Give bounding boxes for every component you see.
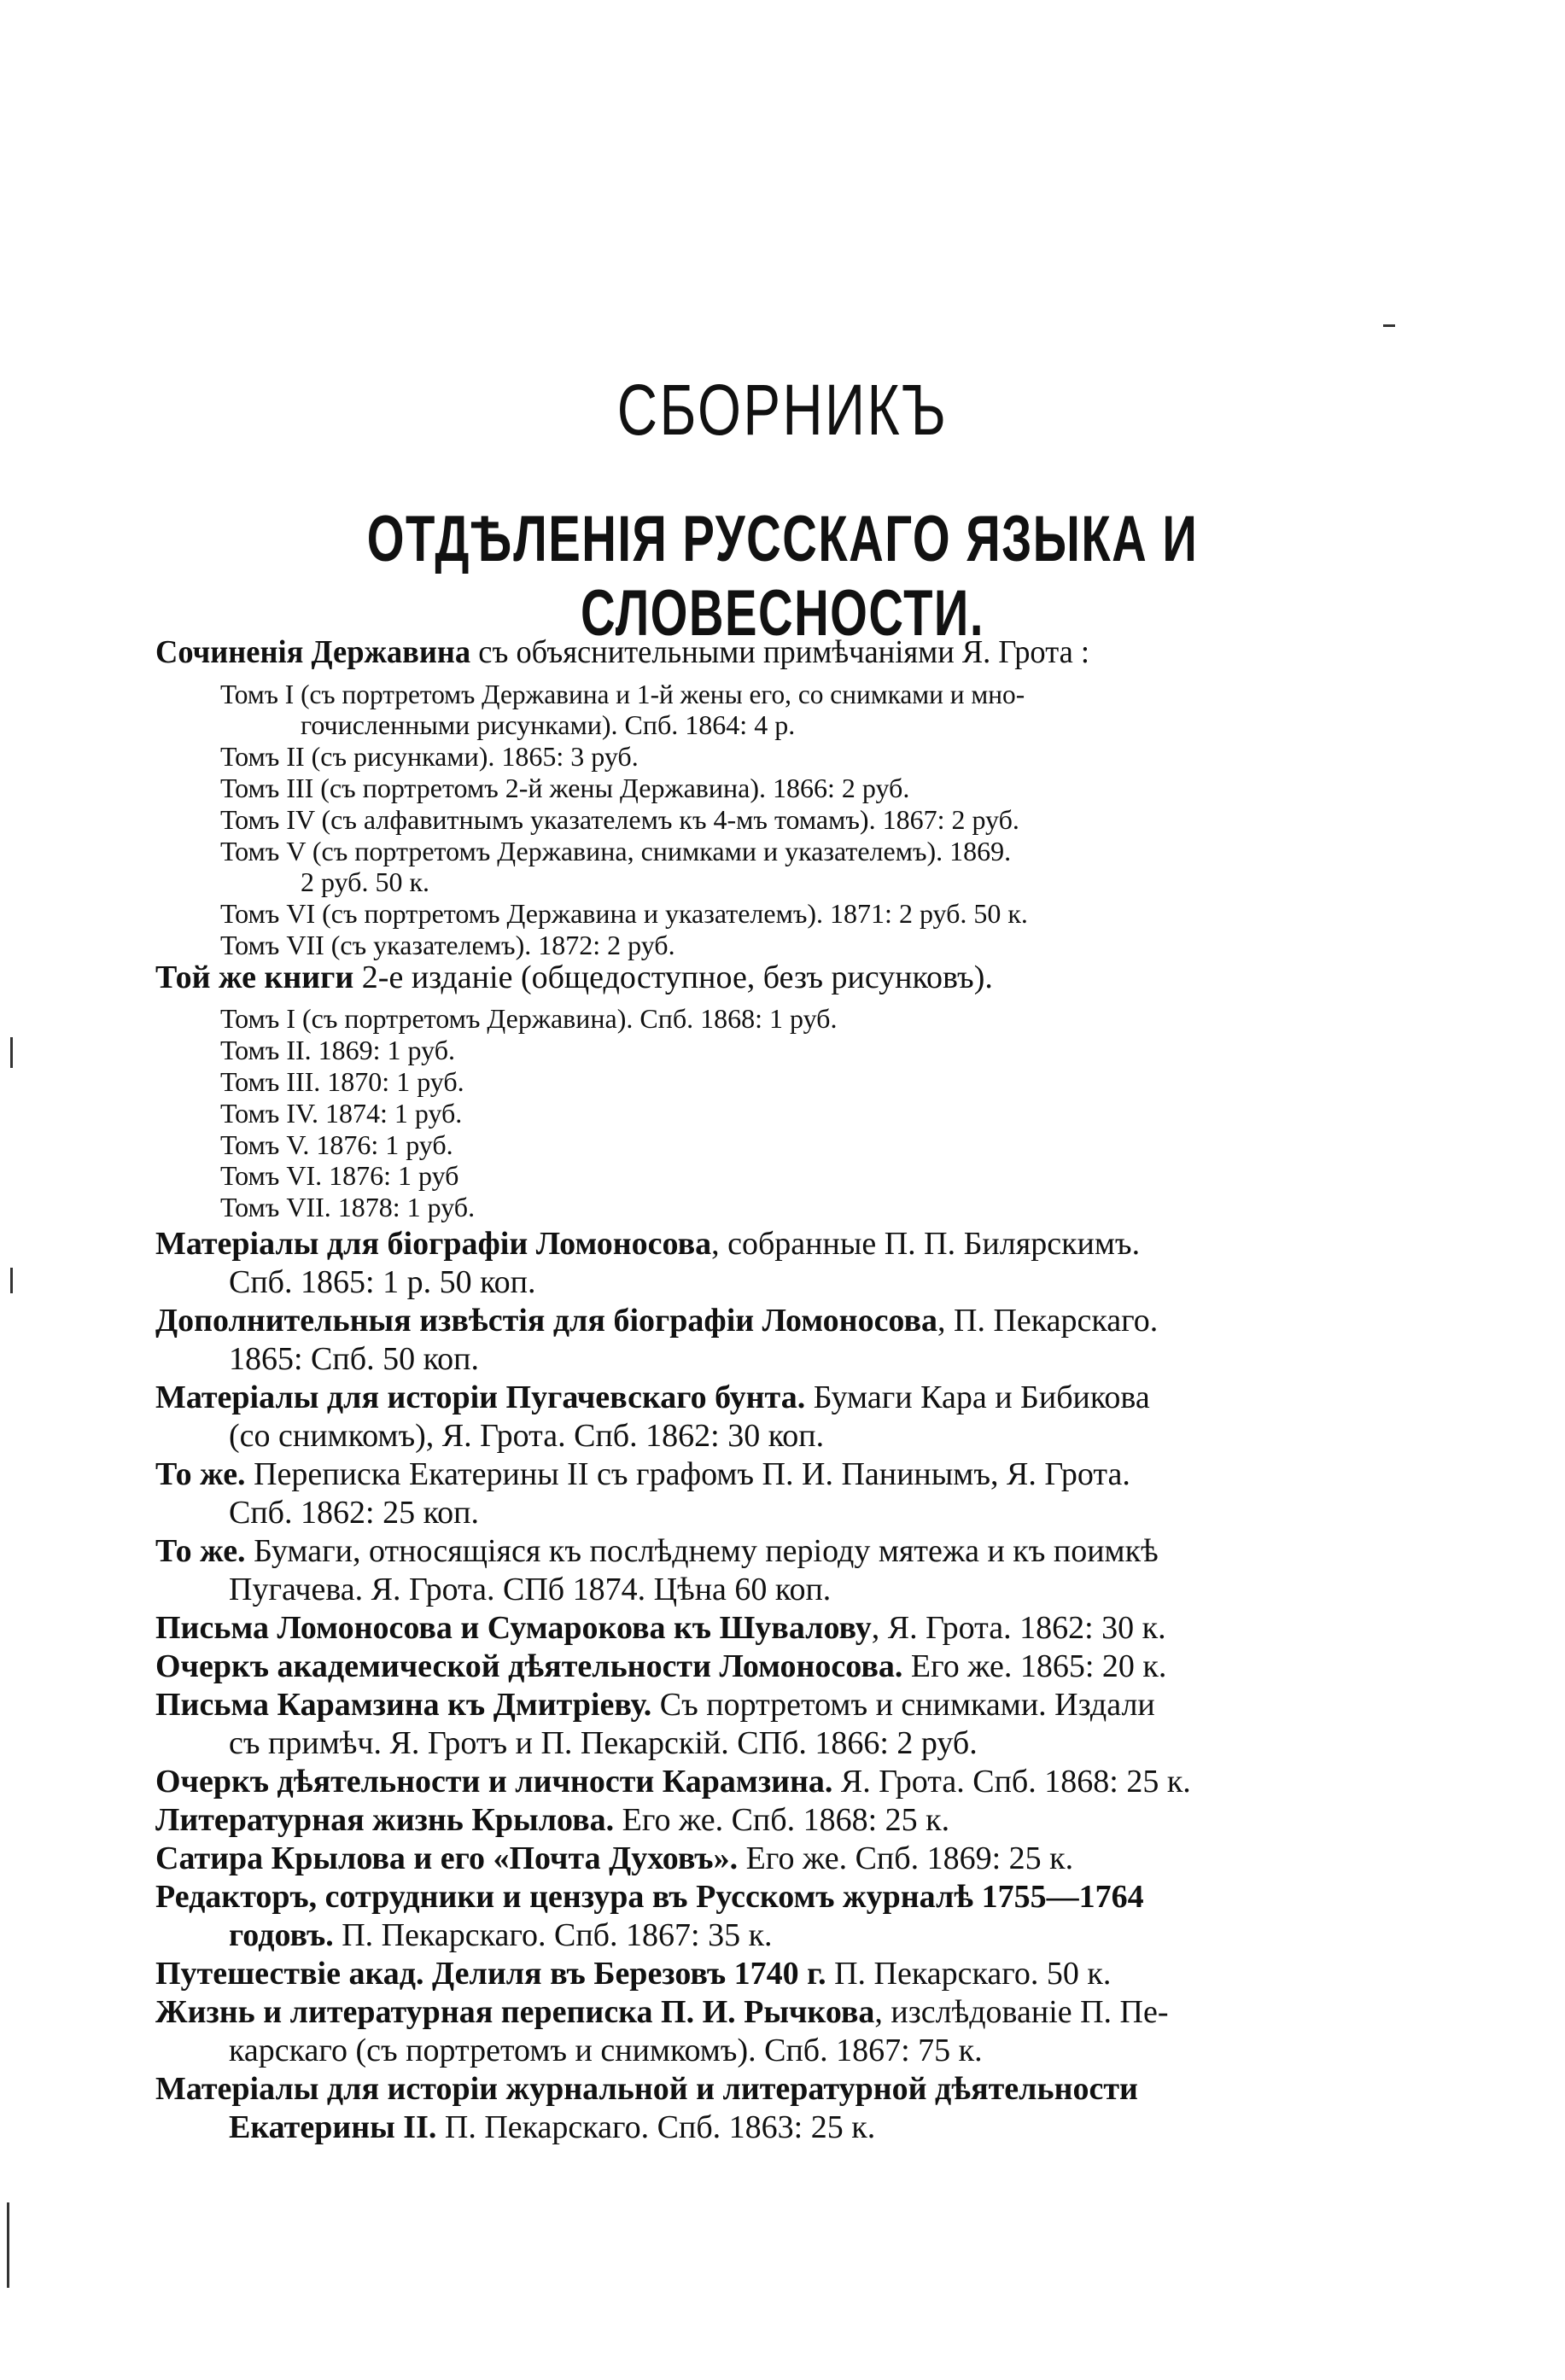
entry-rychkov xyxy=(155,1995,1169,2029)
entry-letters-lomonosov xyxy=(155,1611,1166,1645)
volume-line: Томъ V (съ портретомъ Державина, снимками и указателемъ). 1869. xyxy=(220,836,1012,866)
entry-krylov-satire xyxy=(155,1841,1073,1875)
entry-text: Бумаги, относящіяся къ послѣднему періоду мятежа и къ поимкѣ xyxy=(245,1533,1159,1569)
volume-line: гочисленными рисунками). Спб. 1864: 4 р. xyxy=(301,709,796,740)
entry-continuation: Пугачева. Я. Грота. СПб 1874. Цѣна 60 коп. xyxy=(229,1572,832,1607)
entry-title: Матеріалы для біографіи Ломоносова xyxy=(155,1226,712,1262)
volume-line: Томъ VII. 1878: 1 руб. xyxy=(220,1192,476,1222)
entry-title: Очеркъ академической дѣятельности Ломоносова. xyxy=(155,1648,903,1684)
entry-continuation xyxy=(229,2110,875,2144)
entry-title: Дополнительныя извѣстія для біографіи Ломоносова xyxy=(155,1303,938,1339)
entry-text: , П. Пекарскаго. xyxy=(937,1303,1159,1339)
entry-title: Письма Ломоносова и Сумарокова къ Шувалову xyxy=(155,1610,872,1646)
entry-title: То же. xyxy=(155,1533,246,1569)
scan-mark xyxy=(1383,324,1395,327)
entry-title-end: годовъ. xyxy=(229,1917,334,1953)
scan-mark xyxy=(10,1037,13,1068)
entry-same-1 xyxy=(155,1457,1130,1491)
volume-line: Томъ IV. 1874: 1 руб. xyxy=(220,1098,463,1129)
entry-text: Его же. Спб. 1869: 25 к. xyxy=(738,1840,1074,1876)
entry-continuation: Спб. 1862: 25 коп. xyxy=(229,1495,479,1531)
entry-continuation: съ примѣч. Я. Гротъ и П. Пекарскій. СПб. 1866: 2 руб. xyxy=(229,1725,978,1761)
entry-derzhavin xyxy=(155,635,1089,669)
entry-continuation: 1865: Спб. 50 коп. xyxy=(229,1341,479,1377)
entry-continuation: Спб. 1865: 1 р. 50 коп. xyxy=(229,1264,536,1300)
entry-title-end: Екатерины II. xyxy=(229,2109,437,2145)
entry-title: Той же книги xyxy=(155,960,354,995)
entry-karamzin-essay xyxy=(155,1765,1191,1799)
entry-text: Бумаги Кара и Бибикова xyxy=(805,1380,1150,1415)
entry-continuation: (со снимкомъ), Я. Грота. Спб. 1862: 30 коп. xyxy=(229,1418,825,1454)
entry-krylov-life xyxy=(155,1803,949,1837)
entry-text: съ объяснительными примѣчаніями Я. Грота : xyxy=(470,634,1090,670)
entry-text: Переписка Екатерины II съ графомъ П. И. Панинымъ, Я. Грота. xyxy=(245,1456,1130,1492)
entry-text: , собранные П. П. Билярскимъ. xyxy=(711,1226,1141,1262)
volume-line: Томъ VI (съ портретомъ Державина и указателемъ). 1871: 2 руб. 50 к. xyxy=(220,898,1028,929)
entry-academic xyxy=(155,1649,1166,1683)
scan-mark xyxy=(7,2202,9,2288)
entry-title: Путешествіе акад. Делиля въ Березовъ 1740 г. xyxy=(155,1956,826,1992)
entry-editor: Редакторъ, сотрудники и цензура въ Русскомъ журналѣ 1755—1764 xyxy=(155,1879,1144,1915)
entry-title: Жизнь и литературная переписка П. И. Рычкова xyxy=(155,1994,875,2030)
entry-continuation: карскаго (съ портретомъ и снимкомъ). Спб. 1867: 75 к. xyxy=(229,2033,983,2068)
volume-line: Томъ II (съ рисунками). 1865: 3 руб. xyxy=(220,741,639,772)
entry-text: , изслѣдованіе П. Пе- xyxy=(874,1994,1169,2030)
entry-title: Сочиненія Державина xyxy=(155,634,471,670)
entry-text: , Я. Грота. 1862: 30 к. xyxy=(871,1610,1166,1646)
entry-continuation xyxy=(229,1918,773,1952)
volume-line: 2 руб. 50 к. xyxy=(301,866,429,897)
entry-second-edition xyxy=(155,960,993,995)
page-title: СБОРНИКЪ xyxy=(616,370,949,450)
volume-line: Томъ VII (съ указателемъ). 1872: 2 руб. xyxy=(220,930,675,960)
volume-line: Томъ V. 1876: 1 руб. xyxy=(220,1129,453,1160)
entry-title: То же. xyxy=(155,1456,246,1492)
volume-line: Томъ III (съ портретомъ 2-й жены Державина). 1866: 2 руб. xyxy=(220,773,910,803)
entry-same-2 xyxy=(155,1534,1159,1568)
entry-text: Его же. Спб. 1868: 25 к. xyxy=(614,1802,950,1838)
volume-line: Томъ III. 1870: 1 руб. xyxy=(220,1066,464,1097)
entry-title: Литературная жизнь Крылова. xyxy=(155,1802,615,1838)
entry-title: Матеріалы для исторіи Пугачевскаго бунта. xyxy=(155,1380,806,1415)
volume-line: Томъ I (съ портретомъ Державина и 1-й жены его, со снимками и мно- xyxy=(220,679,1025,709)
volume-line: Томъ I (съ портретомъ Державина). Спб. 1868: 1 руб. xyxy=(220,1003,838,1034)
scan-mark xyxy=(10,1268,13,1293)
volume-line: Томъ IV (съ алфавитнымъ указателемъ къ 4-мъ томамъ). 1867: 2 руб. xyxy=(220,804,1019,835)
entry-lomonosov-materials xyxy=(155,1227,1140,1261)
volume-line: Томъ II. 1869: 1 руб. xyxy=(220,1035,455,1065)
entry-title: Очеркъ дѣятельности и личности Карамзина. xyxy=(155,1764,833,1800)
entry-text: Я. Грота. Спб. 1868: 25 к. xyxy=(832,1764,1191,1800)
entry-pugachev xyxy=(155,1380,1150,1415)
entry-text: П. Пекарскаго. 50 к. xyxy=(826,1956,1112,1992)
entry-karamzin-letters xyxy=(155,1688,1155,1722)
entry-title: Письма Карамзина къ Дмитріеву. xyxy=(155,1687,652,1723)
entry-catherine: Матеріалы для исторіи журнальной и литературной дѣятельности xyxy=(155,2071,1138,2107)
page-subtitle: ОТДѢЛЕНІЯ РУССКАГО ЯЗЫКА И СЛОВЕСНОСТИ. xyxy=(366,503,1199,650)
entry-delil xyxy=(155,1957,1111,1991)
entry-text: 2-е изданіе (общедоступное, безъ рисунковъ). xyxy=(353,960,993,995)
entry-title: Сатира Крылова и его «Почта Духовъ». xyxy=(155,1840,739,1876)
volume-line: Томъ VI. 1876: 1 руб xyxy=(220,1160,459,1191)
entry-text: П. Пекарскаго. Спб. 1863: 25 к. xyxy=(436,2109,876,2145)
entry-text: Его же. 1865: 20 к. xyxy=(902,1648,1167,1684)
entry-text: П. Пекарскаго. Спб. 1867: 35 к. xyxy=(333,1917,773,1953)
entry-text: Съ портретомъ и снимками. Издали xyxy=(651,1687,1155,1723)
entry-lomonosov-news xyxy=(155,1304,1158,1338)
